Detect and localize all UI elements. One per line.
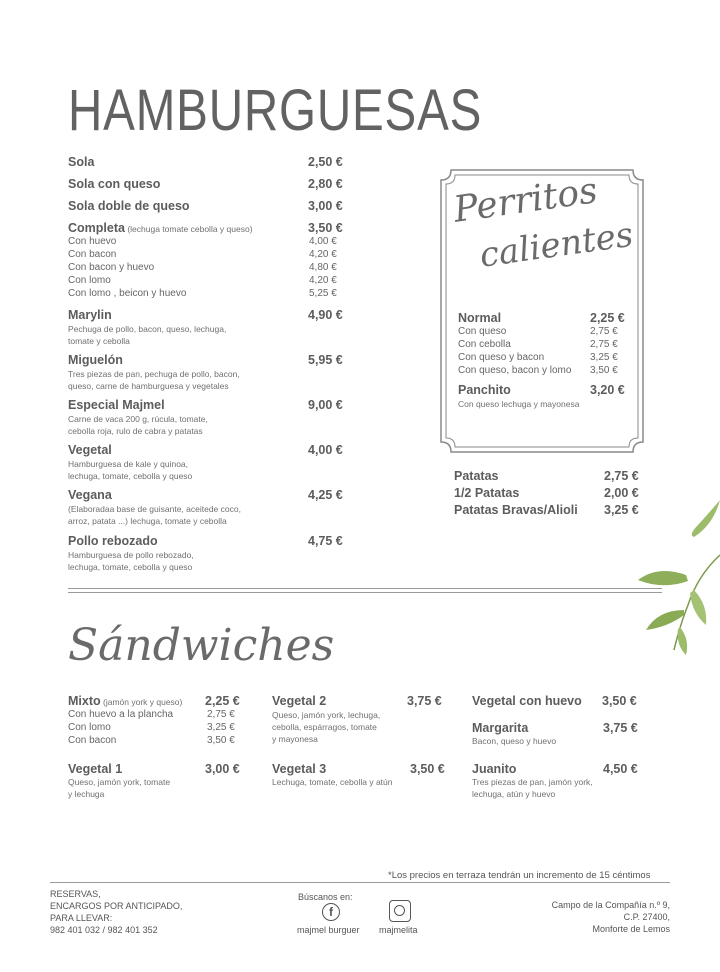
sandwich-desc: Bacon, queso y huevo [472, 736, 557, 746]
burger-desc: queso, carne de hamburguesa y vegetales [68, 381, 229, 391]
buscanos-label: Búscanos en: [298, 892, 353, 902]
sandwich-extra-price: 3,50 € [207, 735, 235, 746]
terrace-note: *Los precios en terraza tendrán un incremento de 15 céntimos [388, 870, 651, 881]
sandwich-desc: y lechuga [68, 789, 105, 799]
burger-extra-name: Con bacon [68, 249, 117, 260]
hotdog-extra-name: Con queso, bacon y lomo [458, 365, 572, 376]
sandwich-desc: Lechuga, tomate, cebolla y atún [272, 777, 393, 787]
sandwich-extra-name: Con lomo [68, 722, 111, 733]
facebook-icon[interactable]: f [322, 903, 340, 921]
burger-name: Especial Majmel [68, 398, 165, 412]
burger-desc: Pechuga de pollo, bacon, queso, lechuga, [68, 324, 227, 334]
burger-extra-price: 4,20 € [309, 275, 337, 286]
sandwich-name: Margarita [472, 721, 529, 735]
instagram-icon[interactable] [389, 900, 411, 922]
burger-note: (lechuga tomate cebolla y queso) [124, 224, 253, 234]
burger-desc: Carne de vaca 200 g, rúcula, tomate, [68, 414, 208, 424]
sandwich-name: Vegetal con huevo [472, 694, 582, 708]
burger-desc: arroz, patata ...) lechuga, tomate y cebolla [68, 516, 227, 526]
sandwich-desc: Tres piezas de pan, jamón york, [472, 777, 593, 787]
side-price: 2,75 € [604, 469, 639, 483]
burger-name: Sola con queso [68, 177, 161, 191]
burger-name: Sola doble de queso [68, 199, 190, 213]
hotdog-title-line2: calientes [477, 214, 636, 276]
sandwich-note: (jamón york y queso) [100, 697, 183, 707]
sandwich-price: 3,50 € [410, 762, 445, 776]
reservas-line: ENCARGOS POR ANTICIPADO, [50, 901, 183, 911]
hotdog-title-line1: Perritos [451, 170, 600, 231]
address-line: Campo de la Compañía n.º 9, [551, 900, 670, 910]
burger-price: 2,50 € [308, 155, 343, 169]
section-divider [68, 588, 662, 589]
hotdog-panchito-name: Panchito [458, 383, 511, 397]
reservas-line: PARA LLEVAR: [50, 913, 113, 923]
burger-extra-price: 5,25 € [309, 288, 337, 299]
burger-price: 4,75 € [308, 534, 343, 548]
sandwich-name: Mixto (jamón york y queso) [68, 694, 183, 708]
burger-desc: tomate y cebolla [68, 336, 130, 346]
burger-name: Pollo rebozado [68, 534, 158, 548]
burger-price: 2,80 € [308, 177, 343, 191]
sandwich-extra-price: 2,75 € [207, 709, 235, 720]
burger-extra-price: 4,80 € [309, 262, 337, 273]
burger-name: Sola [68, 155, 95, 169]
burger-desc: (Elaboradaa base de guisante, aceitede coco, [68, 504, 241, 514]
side-price: 2,00 € [604, 486, 639, 500]
sandwich-desc: y mayonesa [272, 734, 318, 744]
sandwich-price: 4,50 € [603, 762, 638, 776]
sandwich-name: Vegetal 2 [272, 694, 327, 708]
sandwich-price: 2,25 € [205, 694, 240, 708]
sandwich-extra-name: Con huevo a la plancha [68, 709, 174, 720]
burger-desc: lechuga, tomate, cebolla y queso [68, 562, 193, 572]
burger-desc: cebolla roja, rulo de cabra y patatas [68, 426, 203, 436]
burger-price: 5,95 € [308, 353, 343, 367]
sandwich-price: 3,50 € [602, 694, 637, 708]
burger-name: Marylin [68, 308, 112, 322]
burger-extra-name: Con bacon y huevo [68, 262, 155, 273]
burger-price: 9,00 € [308, 398, 343, 412]
sandwich-price: 3,75 € [603, 721, 638, 735]
page-title: HAMBURGUESAS [68, 78, 483, 143]
side-name: 1/2 Patatas [454, 486, 520, 500]
burger-desc: lechuga, tomate, cebolla y queso [68, 471, 193, 481]
burger-name: Miguelón [68, 353, 123, 367]
burger-name: Vegana [68, 488, 112, 502]
section-divider-2 [68, 592, 662, 593]
hotdog-extra-price: 2,75 € [590, 339, 618, 350]
burger-extra-price: 4,00 € [309, 236, 337, 247]
sandwich-name: Vegetal 1 [68, 762, 123, 776]
side-name: Patatas [454, 469, 499, 483]
sandwich-name: Vegetal 3 [272, 762, 327, 776]
sandwiches-title: Sándwiches [68, 620, 335, 671]
burger-price: 4,25 € [308, 488, 343, 502]
sandwich-desc: lechuga, atún y huevo [472, 789, 556, 799]
burger-price: 4,00 € [308, 443, 343, 457]
hotdog-panchito-price: 3,20 € [590, 383, 625, 397]
sandwich-desc: Queso, jamón york, tomate [68, 777, 171, 787]
address-line: C.P. 27400, [623, 912, 670, 922]
sandwich-desc: Queso, jamón york, lechuga, [272, 710, 381, 720]
burger-price: 3,50 € [308, 221, 343, 235]
burger-extra-name: Con lomo [68, 275, 111, 286]
burger-extra-name: Con huevo [68, 236, 117, 247]
hotdog-extra-price: 3,25 € [590, 352, 618, 363]
sandwich-price: 3,75 € [407, 694, 442, 708]
leaf-decoration [628, 495, 720, 655]
sandwich-name: Juanito [472, 762, 517, 776]
sandwich-price: 3,00 € [205, 762, 240, 776]
burger-extra-name: Con lomo , beicon y huevo [68, 288, 187, 299]
burger-name: Completa (lechuga tomate cebolla y queso) [68, 221, 253, 235]
reservas-line: RESERVAS, [50, 889, 101, 899]
address-line: Monforte de Lemos [592, 924, 670, 934]
facebook-link[interactable]: majmel burguer [297, 925, 360, 935]
hotdog-extra-name: Con queso [458, 326, 507, 337]
reservas-line: 982 401 032 / 982 401 352 [50, 925, 158, 935]
hotdog-extra-name: Con queso y bacon [458, 352, 545, 363]
sandwich-extra-name: Con bacon [68, 735, 117, 746]
burger-name: Vegetal [68, 443, 112, 457]
burger-desc: Hamburguesa de kale y quinoa, [68, 459, 189, 469]
instagram-link[interactable]: majmelita [379, 925, 418, 935]
burger-price: 3,00 € [308, 199, 343, 213]
hotdog-extra-price: 2,75 € [590, 326, 618, 337]
hotdog-extra-name: Con cebolla [458, 339, 511, 350]
sandwich-desc: cebolla, espárragos, tomate [272, 722, 377, 732]
side-name: Patatas Bravas/Alioli [454, 503, 578, 517]
footer-divider [50, 882, 670, 883]
side-price: 3,25 € [604, 503, 639, 517]
sandwich-extra-price: 3,25 € [207, 722, 235, 733]
burger-desc: Tres piezas de pan, pechuga de pollo, bacon, [68, 369, 240, 379]
hotdog-panchito-desc: Con queso lechuga y mayonesa [458, 399, 580, 409]
hotdog-normal-name: Normal [458, 311, 502, 325]
hotdog-extra-price: 3,50 € [590, 365, 618, 376]
burger-desc: Hamburguesa de pollo rebozado, [68, 550, 194, 560]
hotdog-normal-price: 2,25 € [590, 311, 625, 325]
burger-extra-price: 4,20 € [309, 249, 337, 260]
burger-price: 4,90 € [308, 308, 343, 322]
